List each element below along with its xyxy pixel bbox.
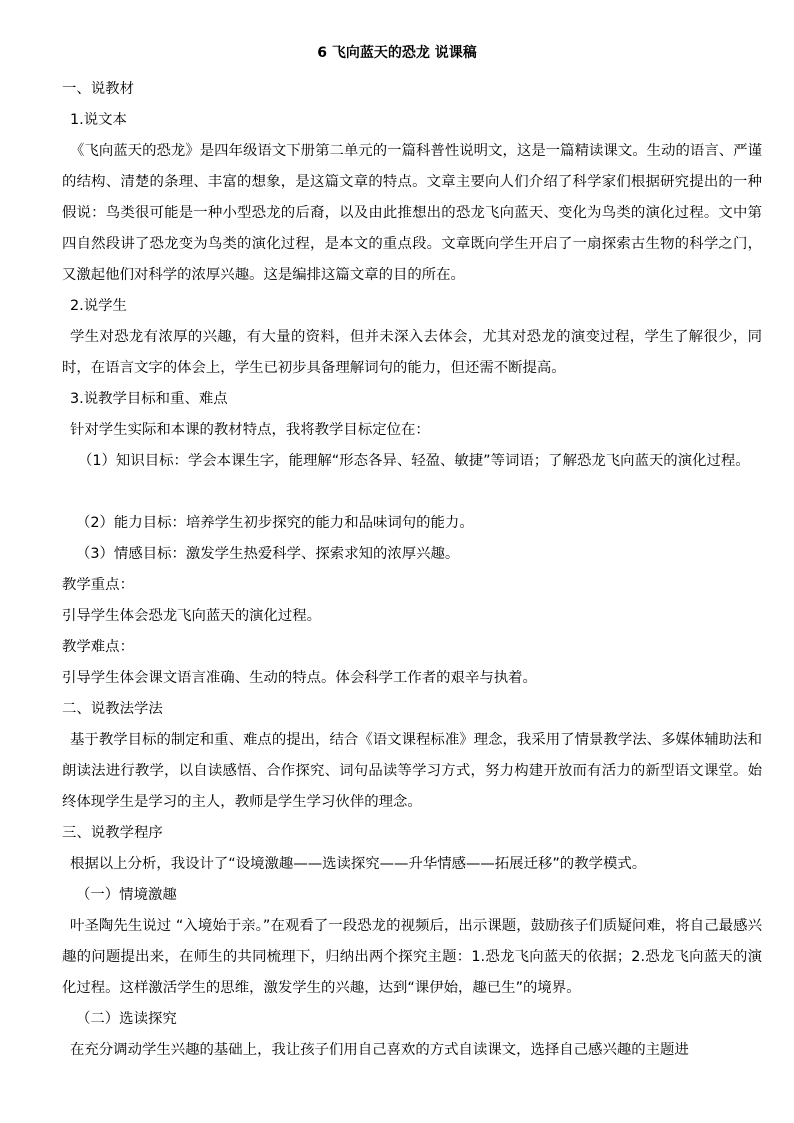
goal-ability: （2）能力目标：培养学生初步探究的能力和品味词句的能力。 [76, 515, 474, 531]
subheading-students: 2.说学生 [70, 298, 127, 314]
section-heading-3: 三、说教学程序 [62, 825, 163, 841]
paragraph-goals-intro: 针对学生实际和本课的教材特点，我将教学目标定位在： [70, 422, 430, 438]
paragraph-students: 学生对恐龙有浓厚的兴趣，有大量的资料，但并未深入去体会，尤其对恐龙的演变过程，学生了解很少，同时，在语言文字的体会上，学生已初步具备理解词句的能力，但还需不断提高。 [62, 329, 762, 376]
section-heading-2: 二、说教法学法 [62, 701, 163, 717]
key-point-label: 教学重点： [62, 577, 134, 593]
paragraph-step-2: 在充分调动学生兴趣的基础上，我让孩子们用自己喜欢的方式自读课文，选择自己感兴趣的主题进 [70, 1042, 689, 1058]
paragraph-procedure: 根据以上分析，我设计了“设境激趣——选读探究——升华情感——拓展迁移”的教学模式。 [70, 856, 647, 872]
paragraph-step-1: 叶圣陶先生说过 “入境始于亲。”在观看了一段恐龙的视频后，出示课题，鼓励孩子们质疑问难，将自己最感兴趣的问题提出来，在师生的共同梳理下，归纳出两个探究主题：1.恐龙飞向蓝天的依据；2.恐龙飞向蓝天的演化过程。这样激活学生的思维，激发学生的兴趣，达到“课伊始，趣已生”的境界。 [62, 918, 762, 996]
difficulty-text: 引导学生体会课文语言准确、生动的特点。体会科学工作者的艰辛与执着。 [62, 670, 537, 686]
section-heading-1: 一、说教材 [62, 81, 134, 97]
paragraph-text-analysis: 《飞向蓝天的恐龙》是四年级语文下册第二单元的一篇科普性说明文，这是一篇精读课文。生动的语言、严谨的结构、清楚的条理、丰富的想象，是这篇文章的特点。文章主要向人们介绍了科学家们根据研究提出的一种假说：鸟类很可能是一种小型恐龙的后裔，以及由此推想出的恐龙飞向蓝天、变化为鸟类的演化过程。文中第四自然段讲了恐龙变为鸟类的演化过程，是本文的重点段。文章既向学生开启了一扇探索古生物的科学之门，又激起他们对科学的浓厚兴趣。这是编排这篇文章的目的所在。 [62, 143, 762, 283]
goal-knowledge: （1）知识目标：学会本课生字，能理解“形态各异、轻盈、敏捷”等词语；了解恐龙飞向蓝天的演化过程。 [78, 453, 750, 469]
subheading-text: 1.说文本 [70, 112, 127, 128]
goal-emotion: （3）情感目标：激发学生热爱科学、探索求知的浓厚兴趣。 [76, 546, 460, 562]
paragraph-methods: 基于教学目标的制定和重、难点的提出，结合《语文课程标准》理念，我采用了情景教学法、多媒体辅助法和朗读法进行教学，以自读感悟、合作探究、词句品读等学习方式，努力构建开放而有活力的新型语文课堂。始终体现学生是学习的主人，教师是学生学习伙伴的理念。 [62, 732, 762, 810]
difficulty-label: 教学难点： [62, 639, 134, 655]
key-point-text: 引导学生体会恐龙飞向蓝天的演化过程。 [62, 608, 322, 624]
subheading-step-2: （二）选读探究 [76, 1011, 177, 1027]
subheading-goals: 3.说教学目标和重、难点 [70, 391, 228, 407]
subheading-step-1: （一）情境激趣 [76, 887, 177, 903]
document-title: 6 飞向蓝天的恐龙 说课稿 [317, 45, 477, 61]
